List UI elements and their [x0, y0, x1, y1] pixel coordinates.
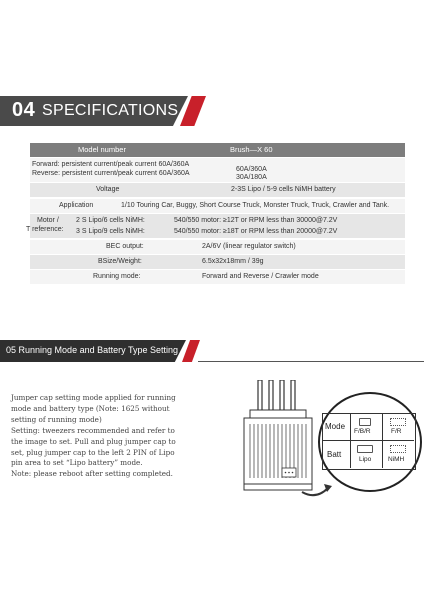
- instruction-line: Setting: tweezers recommended and refer to: [11, 425, 175, 435]
- instruction-line: setting of running mode): [11, 414, 102, 424]
- spec-row-size: [30, 255, 405, 269]
- reverse-current-label: Reverse: persistent current/peak current 60A/360A: [32, 170, 190, 177]
- motor-group-label-1: Motor /: [37, 217, 59, 224]
- voltage-label: Voltage: [96, 186, 120, 193]
- instruction-line: the image to set. Pull and plug jumper cap to: [11, 436, 176, 446]
- bec-value: 2A/6V (linear regulator switch): [202, 243, 296, 250]
- motor-3s-label: 3 S Lipo/9 cells NiMH:: [76, 228, 145, 235]
- mode-fbr-label: F/B/R: [354, 428, 371, 435]
- section-title-text: Running Mode and Battery Type Setting: [18, 345, 178, 355]
- jumper-icon: [390, 418, 406, 426]
- mode-label: Mode: [325, 422, 346, 431]
- instruction-line: Note: please reboot after setting completed.: [11, 469, 173, 479]
- instruction-line: pin area to set “Lipo battery” mode.: [11, 458, 143, 468]
- forward-current-value: 60A/360A: [236, 166, 267, 173]
- motor-group-label-2: T reference:: [26, 226, 64, 233]
- spec-row-current: [30, 158, 405, 182]
- running-mode-value: Forward and Reverse / Crawler mode: [202, 273, 319, 280]
- application-label: Application: [59, 202, 94, 209]
- instruction-line: set, plug jumper cap to the left 2 PIN of Lipo: [11, 447, 175, 457]
- instructions-text: [11, 393, 221, 480]
- jumper-icon: [390, 445, 406, 453]
- grid-divider-h: [322, 440, 414, 441]
- section-04-header: [0, 96, 424, 126]
- jumper-settings-grid: [322, 413, 414, 468]
- section-05-header: [0, 340, 424, 362]
- instruction-line: Jumper cap setting mode applied for running: [11, 393, 176, 402]
- spec-row-application: [30, 199, 405, 213]
- header-accent-stripe: [182, 340, 200, 362]
- motor-3s-value: 540/550 motor: ≥18T or RPM less than 20000@7.2V: [174, 228, 338, 235]
- model-number-label: Model number: [78, 145, 126, 154]
- running-mode-label: Running mode:: [93, 273, 141, 280]
- instruction-line: mode and battery type (Note: 1625 without: [11, 403, 170, 413]
- bec-label: BEC output:: [106, 243, 144, 250]
- batt-label: Batt: [327, 450, 342, 459]
- section-title: [6, 345, 178, 355]
- motor-2s-value: 540/550 motor: ≥12T or RPM less than 30000@7.2V: [174, 217, 338, 224]
- spec-row-running: [30, 270, 405, 284]
- grid-divider-v: [350, 413, 351, 468]
- size-label: BSize/Weight:: [98, 258, 142, 265]
- batt-lipo-label: Lipo: [359, 456, 372, 463]
- model-number-value: Brush—X 60: [230, 145, 273, 154]
- forward-current-label: Forward: persistent current/peak current 60A/360A: [32, 161, 190, 168]
- section-number: 05: [6, 345, 17, 355]
- batt-nimh-label: NiMH: [388, 456, 405, 463]
- jumper-icon: [357, 445, 373, 453]
- voltage-value: 2-3S Lipo / 5-9 cells NiMH battery: [231, 186, 336, 193]
- jumper-icon: [359, 418, 371, 426]
- reverse-current-value: 30A/180A: [236, 174, 267, 181]
- spec-header-row: [30, 143, 405, 157]
- size-value: 6.5x32x18mm / 39g: [202, 258, 264, 265]
- section-title: SPECIFICATIONS: [42, 102, 179, 119]
- grid-divider-v: [382, 413, 383, 468]
- motor-2s-label: 2 S Lipo/6 cells NiMH:: [76, 217, 145, 224]
- spec-row-motor: [26, 214, 405, 238]
- mode-fr-label: F/R: [391, 428, 402, 435]
- section-number: 04: [12, 99, 36, 121]
- header-rule: [198, 361, 424, 362]
- spec-row-bec: [30, 240, 405, 254]
- spec-row-voltage: [30, 183, 405, 197]
- application-value: 1/10 Touring Car, Buggy, Short Course Truck, Monster Truck, Truck, Crawler and Tank.: [121, 202, 390, 209]
